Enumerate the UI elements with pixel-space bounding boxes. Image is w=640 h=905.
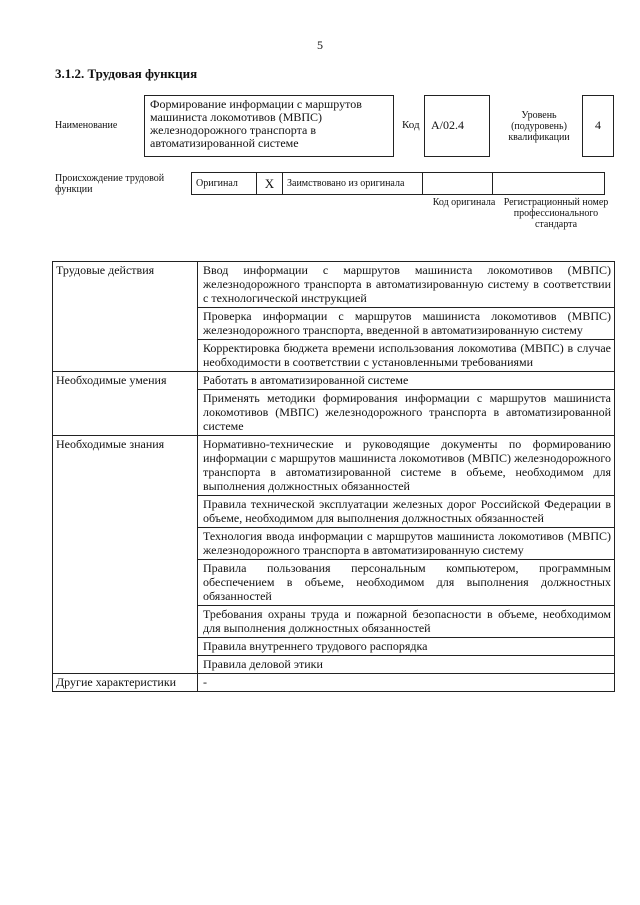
table-cell: Применять методики формирования информации с маршрутов машиниста локомотивов (МВПС) железнодорожного транспорта в автоматизированной системе xyxy=(198,390,615,436)
function-name-box: Формирование информации с маршрутов машиниста локомотивов (МВПС) железнодорожного транспорта в автоматизированной системе xyxy=(144,95,394,157)
section-title-skills: Необходимые умения xyxy=(53,372,198,436)
section-title: 3.1.2. Трудовая функция xyxy=(55,66,198,81)
table-cell: Проверка информации с маршрутов машиниста локомотивов (МВПС) железнодорожного транспорта, введенной в автоматизированную систему xyxy=(198,308,615,340)
table-cell: Правила пользования персональным компьютером, программным обеспечением в объеме, необходимом для выполнения должностных обязанностей xyxy=(198,560,615,606)
table-cell: - xyxy=(198,674,615,692)
name-label: Наименование xyxy=(55,120,118,131)
origin-label: Происхождение трудовой функции xyxy=(55,173,165,195)
table-cell: Нормативно-технические и руководящие документы по формированию информации с маршрутов машиниста локомотивов (МВПС) железнодорожного транспорта в автоматизированной системе в объеме, необходимом для выполнения должностных обязанностей xyxy=(198,436,615,496)
table-row xyxy=(53,674,615,692)
section-title-actions: Трудовые действия xyxy=(53,262,198,372)
level-value-box: 4 xyxy=(582,95,614,157)
borrowed-label: Заимствовано из оригинала xyxy=(283,173,423,195)
table-cell: Технология ввода информации с маршрутов машиниста локомотивов (МВПС) железнодорожного транспорта в автоматизированную систему xyxy=(198,528,615,560)
origin-table xyxy=(191,172,605,195)
table-row xyxy=(53,436,615,496)
page-number: 5 xyxy=(317,38,323,52)
section-title-knowledge: Необходимые знания xyxy=(53,436,198,674)
table-row xyxy=(53,372,615,390)
labor-function-table xyxy=(52,261,615,692)
registration-number-cell xyxy=(493,173,605,195)
table-cell: Требования охраны труда и пожарной безопасности в объеме, необходимом для выполнения должностных обязанностей xyxy=(198,606,615,638)
code-original-cell xyxy=(423,173,493,195)
code-original-caption: Код оригинала xyxy=(432,197,496,208)
table-cell: Работать в автоматизированной системе xyxy=(198,372,615,390)
code-label: Код xyxy=(402,119,420,131)
table-cell: Ввод информации с маршрутов машиниста локомотивов (МВПС) железнодорожного транспорта в автоматизированную систему в соответствии с технологической инструкцией xyxy=(198,262,615,308)
code-value-box: A/02.4 xyxy=(424,95,490,157)
table-row xyxy=(53,262,615,308)
table-cell: Правила технической эксплуатации железных дорог Российской Федерации в объеме, необходимом для выполнения должностных обязанностей xyxy=(198,496,615,528)
section-title-other: Другие характеристики xyxy=(53,674,198,692)
table-cell: Корректировка бюджета времени использования локомотива (МВПС) в случае необходимости в соответствии с установленными требованиями xyxy=(198,340,615,372)
level-label: Уровень (подуровень) квалификации xyxy=(508,110,570,143)
original-mark: X xyxy=(257,173,283,195)
registration-number-caption: Регистрационный номер профессионального стандарта xyxy=(503,197,609,230)
table-cell: Правила деловой этики xyxy=(198,656,615,674)
original-label: Оригинал xyxy=(192,173,257,195)
table-cell: Правила внутреннего трудового распорядка xyxy=(198,638,615,656)
